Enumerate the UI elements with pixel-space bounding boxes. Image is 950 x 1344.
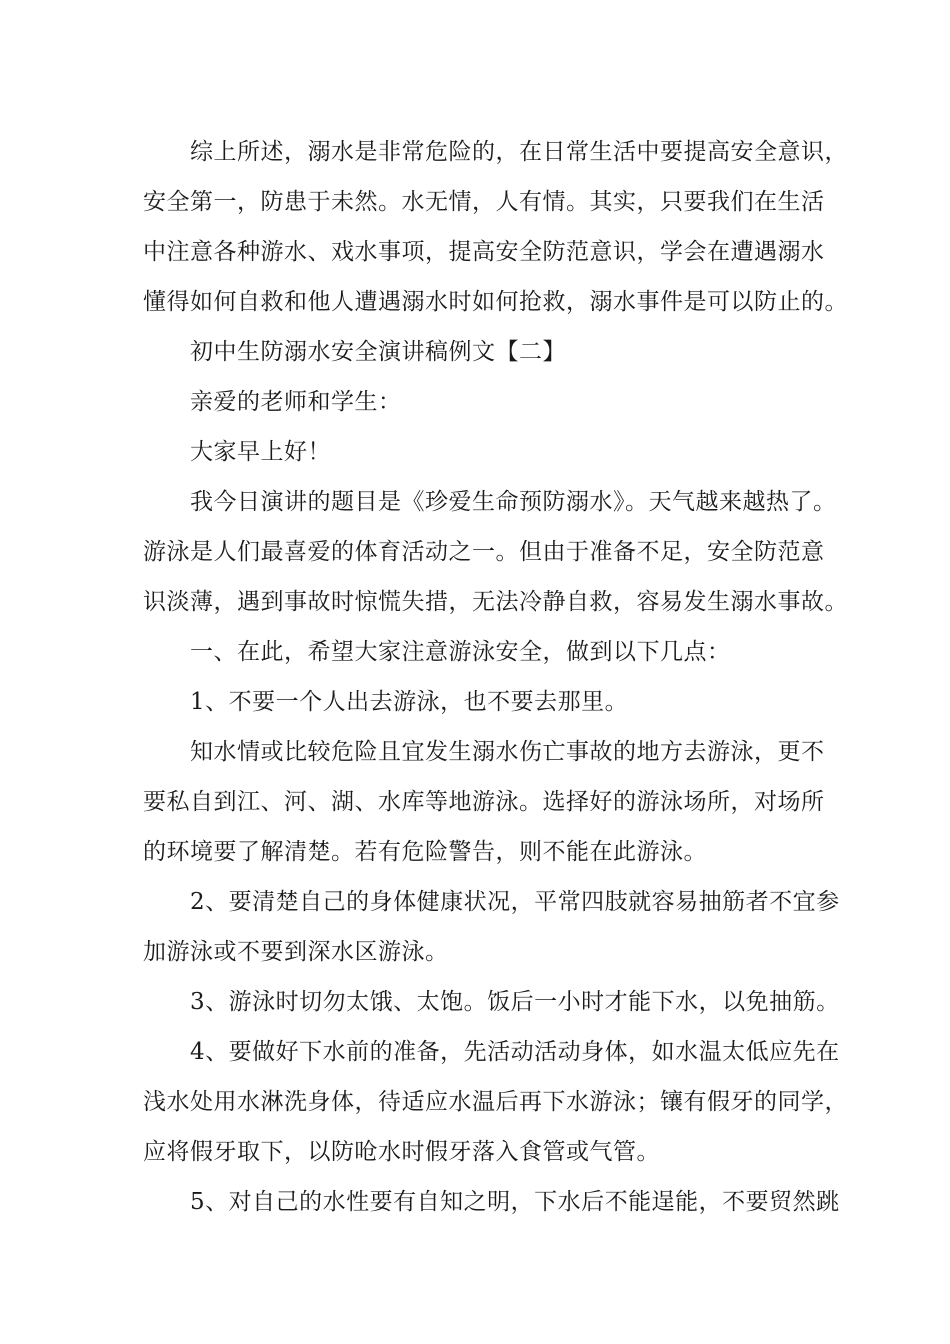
paragraph-line: 要私自到江、河、湖、水库等地游泳。选择好的游泳场所，对场所 <box>143 789 825 815</box>
paragraph-line: 的环境要了解清楚。若有危险警告，则不能在此游泳。 <box>143 839 707 865</box>
list-item: 5、对自己的水性要有自知之明，下水后不能逞能，不要贸然跳 <box>190 1189 840 1215</box>
paragraph-line: 中注意各种游水、戏水事项，提高安全防范意识，学会在遭遇溺水 <box>143 239 825 265</box>
list-item: 4、要做好下水前的准备，先活动活动身体，如水温太低应先在 <box>190 1039 840 1065</box>
paragraph-line: 综上所述，溺水是非常危险的，在日常生活中要提高安全意识， <box>190 139 848 165</box>
paragraph-line: 浅水处用水淋洗身体，待适应水温后再下水游泳；镶有假牙的同学， <box>143 1089 848 1115</box>
list-item: 1、不要一个人出去游泳，也不要去那里。 <box>190 689 629 715</box>
paragraph-line: 知水情或比较危险且宜发生溺水伤亡事故的地方去游泳，更不 <box>190 739 825 765</box>
paragraph-line: 懂得如何自救和他人遭遇溺水时如何抢救，溺水事件是可以防止的。 <box>143 289 848 315</box>
list-item: 3、游泳时切勿太饿、太饱。饭后一小时才能下水，以免抽筋。 <box>190 989 840 1015</box>
salutation: 亲爱的老师和学生： <box>190 389 402 415</box>
paragraph-line: 应将假牙取下，以防呛水时假牙落入食管或气管。 <box>143 1139 660 1165</box>
list-heading: 一、在此，希望大家注意游泳安全，做到以下几点： <box>190 639 731 665</box>
paragraph-line: 游泳是人们最喜爱的体育活动之一。但由于准备不足，安全防范意 <box>143 539 825 565</box>
greeting: 大家早上好！ <box>190 439 331 465</box>
paragraph-line: 识淡薄，遇到事故时惊慌失措，无法冷静自救，容易发生溺水事故。 <box>143 589 848 615</box>
list-item: 2、要清楚自己的身体健康状况，平常四肢就容易抽筋者不宜参 <box>190 889 840 915</box>
paragraph-line: 加游泳或不要到深水区游泳。 <box>143 939 449 965</box>
paragraph-line: 我今日演讲的题目是《珍爱生命预防溺水》。天气越来越热了。 <box>190 489 837 515</box>
paragraph-line: 安全第一，防患于未然。水无情，人有情。其实，只要我们在生活 <box>143 189 825 215</box>
section-heading: 初中生防溺水安全演讲稿例文【二】 <box>190 339 566 365</box>
